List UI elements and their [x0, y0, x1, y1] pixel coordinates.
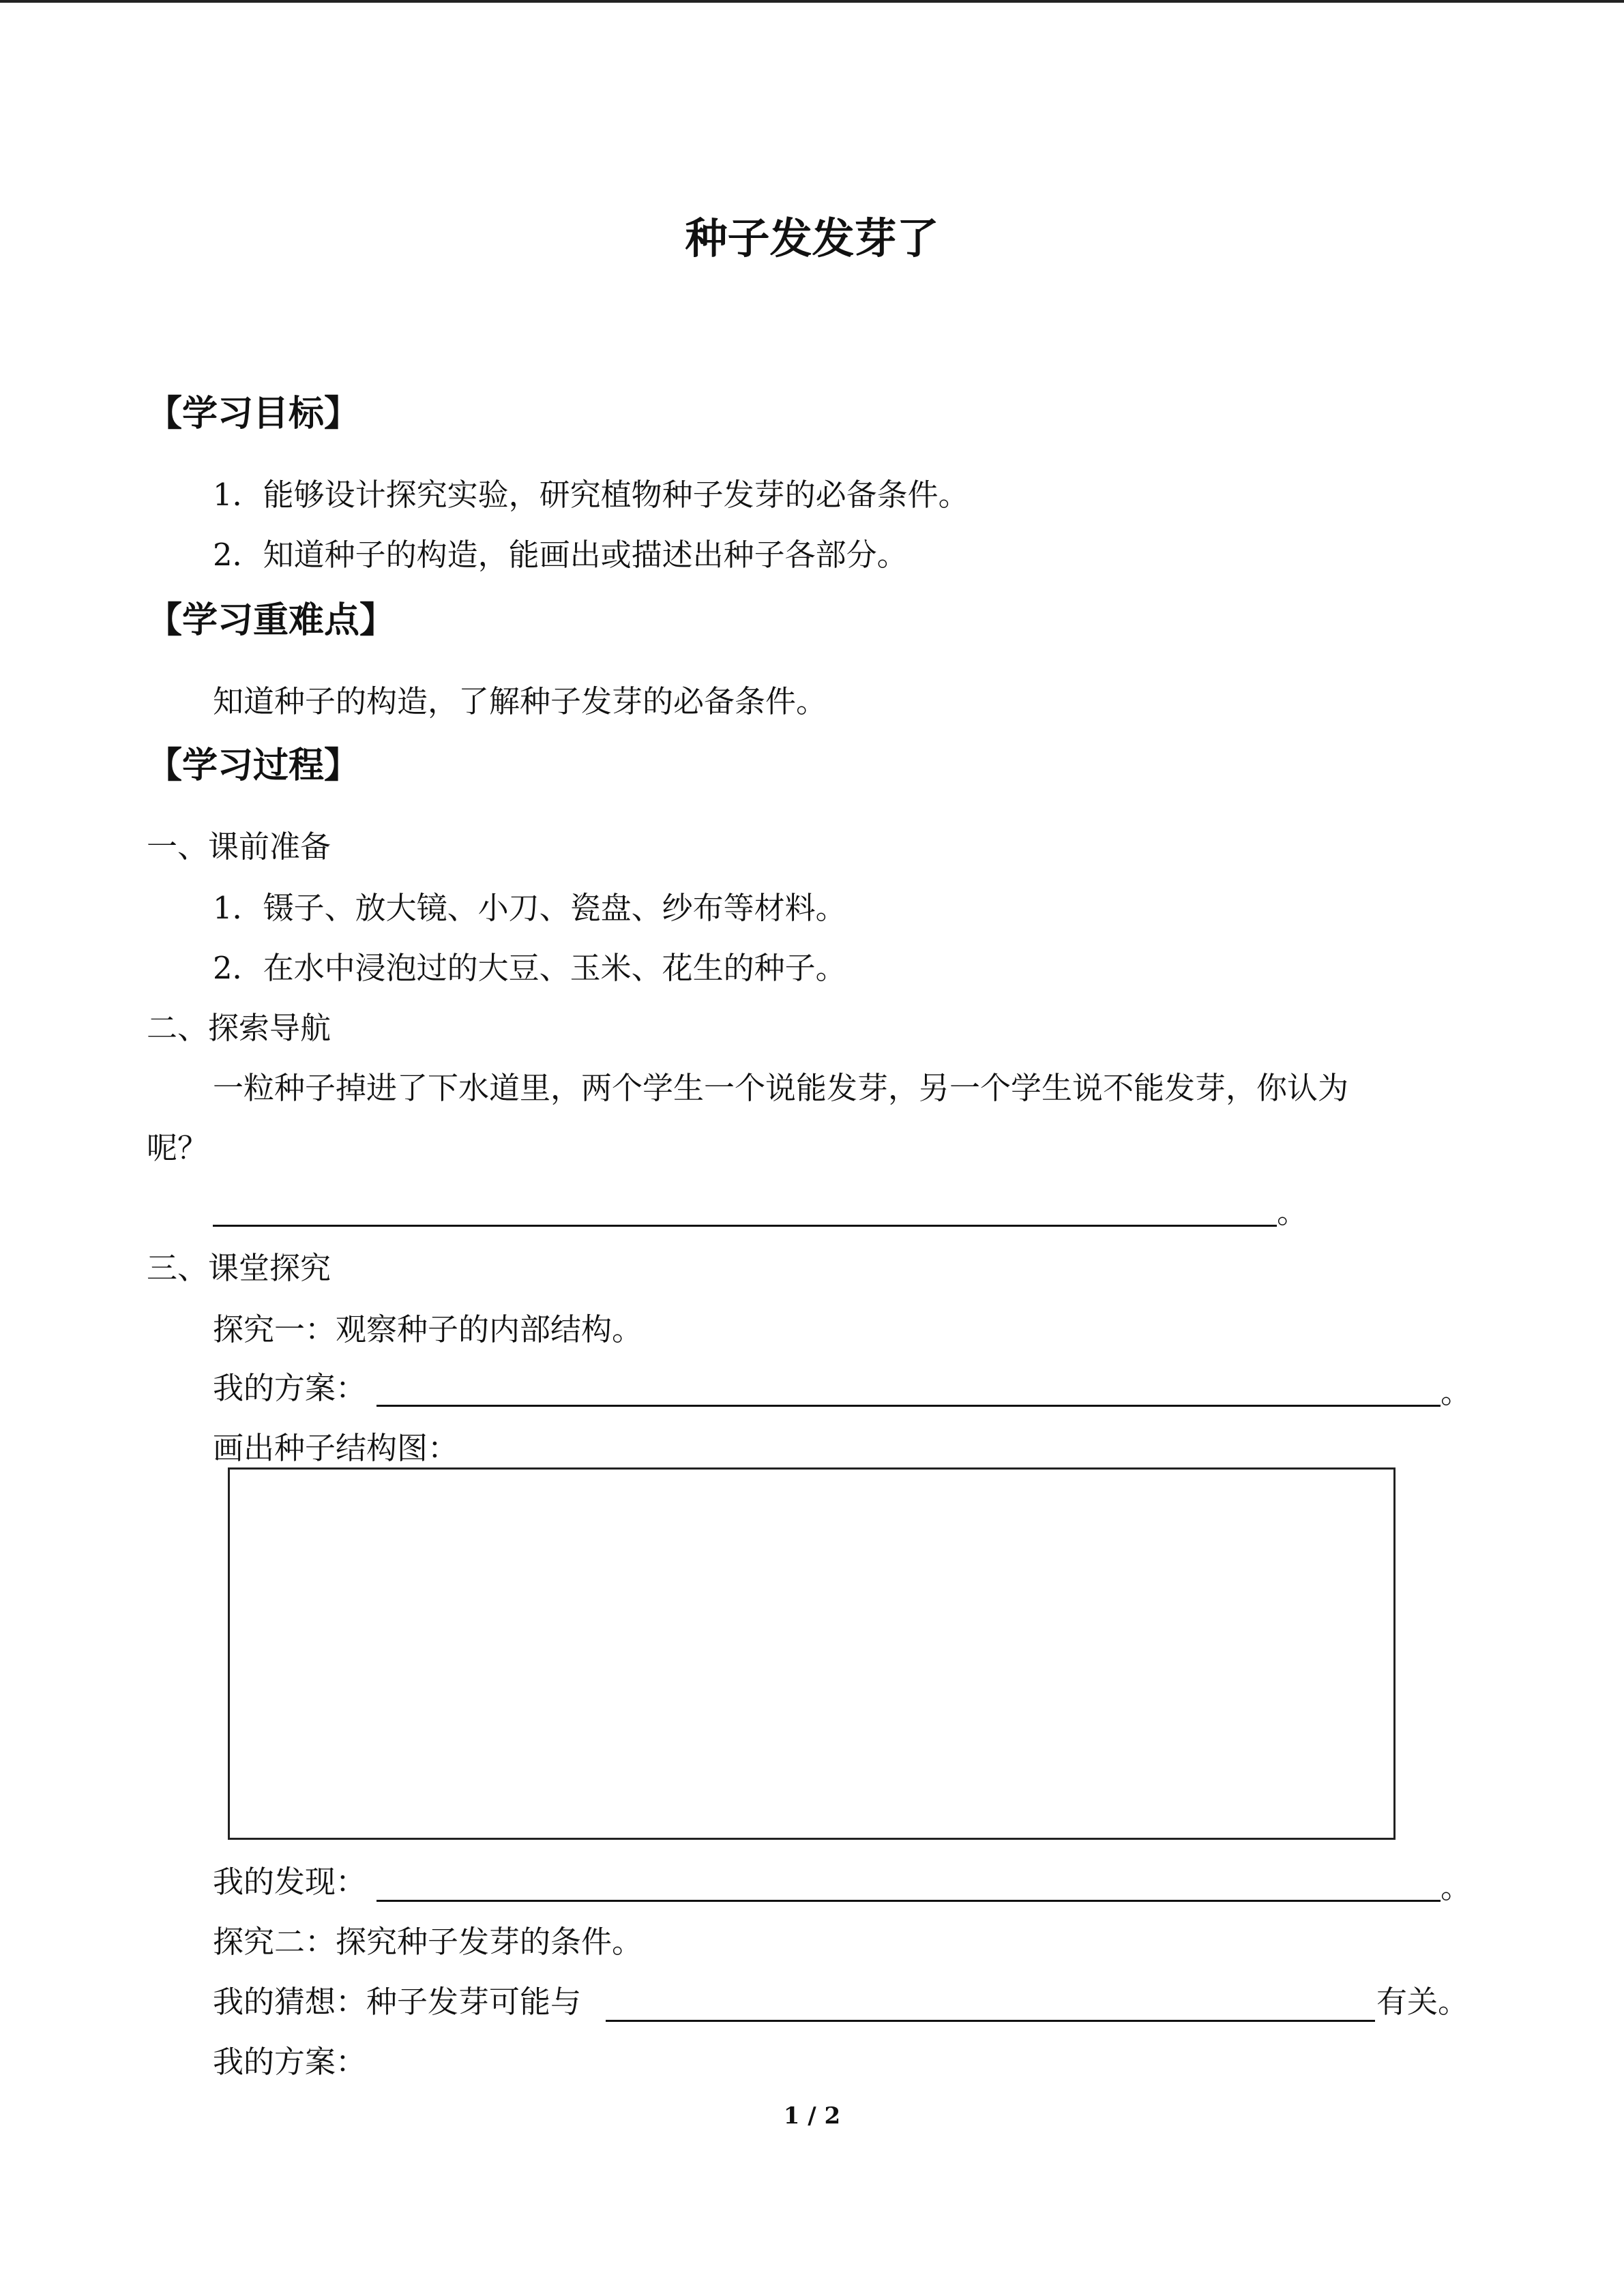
page-number: 1 / 2 — [783, 2102, 841, 2130]
seed-drawing-box[interactable] — [228, 1467, 1396, 1840]
part2-label: 二、探索导航 — [147, 1010, 331, 1046]
plan2-label: 我的方案： — [213, 2044, 367, 2080]
draw-label: 画出种子结构图： — [213, 1430, 459, 1466]
process-heading: 【学习过程】 — [147, 745, 360, 786]
finding-label: 我的发现： — [213, 1864, 367, 1900]
question-line-end: 呢？ — [147, 1130, 209, 1166]
guess-end: 有关。 — [1376, 1984, 1469, 2020]
finding-end-mark: 。 — [1441, 1869, 1472, 1905]
material-item: 2．在水中浸泡过的大豆、玉米、花生的种子。 — [213, 950, 846, 986]
page-title: 种子发发芽了 — [685, 213, 939, 263]
material-item: 1．镊子、放大镜、小刀、瓷盘、纱布等材料。 — [213, 890, 846, 926]
top-border — [0, 0, 1624, 3]
explore2-title: 探究二：探究种子发芽的条件。 — [213, 1924, 643, 1960]
key-points-heading: 【学习重难点】 — [147, 600, 396, 641]
plan-label: 我的方案： — [213, 1370, 367, 1406]
key-points-text: 知道种子的构造，了解种子发芽的必备条件。 — [213, 683, 827, 719]
explore1-title: 探究一：观察种子的内部结构。 — [213, 1311, 643, 1347]
answer-end-mark: 。 — [1277, 1194, 1308, 1230]
answer-blank[interactable] — [213, 1225, 1277, 1227]
question-line: 一粒种子掉进了下水道里，两个学生一个说能发芽，另一个学生说不能发芽，你认为 — [213, 1070, 1349, 1106]
guess-blank[interactable] — [606, 2020, 1375, 2022]
part3-label: 三、课堂探究 — [147, 1250, 331, 1286]
goals-heading: 【学习目标】 — [147, 393, 360, 434]
guess-label: 我的猜想：种子发芽可能与 — [213, 1984, 582, 2020]
part1-label: 一、课前准备 — [147, 829, 331, 865]
goal-item: 2．知道种子的构造，能画出或描述出种子各部分。 — [213, 537, 908, 573]
goal-item: 1．能够设计探究实验，研究植物种子发芽的必备条件。 — [213, 477, 969, 513]
plan-end-mark: 。 — [1441, 1374, 1472, 1410]
finding-blank[interactable] — [377, 1900, 1441, 1902]
plan-blank[interactable] — [377, 1405, 1441, 1407]
